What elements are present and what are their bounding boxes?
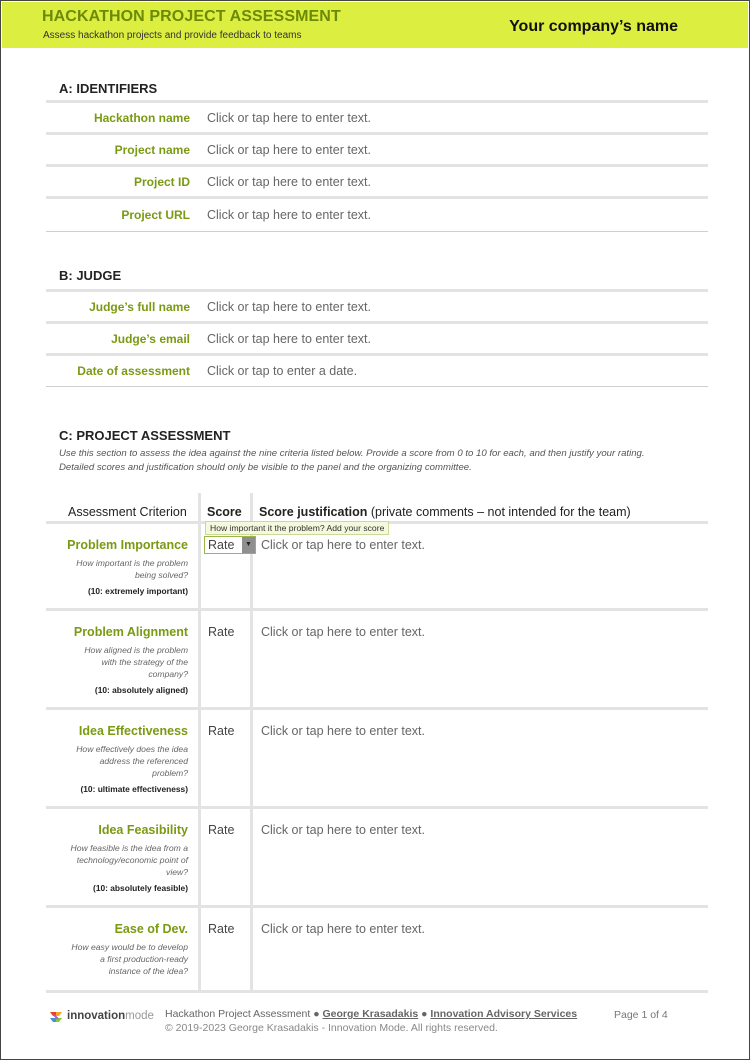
description-line: How important is the problem [76,558,188,568]
description-line: technology/economic point of [76,855,188,865]
description-line: being solved? [134,570,188,580]
column-divider-score [198,493,201,991]
field-label: Project URL [121,208,190,222]
criterion-name: Idea Effectiveness [78,724,188,738]
score-dropdown[interactable]: Rate [208,922,235,936]
logo-mark-icon [48,1009,64,1025]
score-tooltip: How important it the problem? Add your score [205,521,389,535]
criterion-name: Ease of Dev. [114,922,188,936]
company-name-field[interactable]: Your company’s name [509,18,678,35]
field-label: Date of assessment [77,364,190,378]
field-row-assessment-date [46,356,708,388]
row-divider [46,608,708,611]
field-row-hackathon-name [46,103,708,135]
description-line: How aligned is the problem [84,645,188,655]
section-a-title: A: IDENTIFIERS [59,81,158,96]
score-value: Rate [208,538,235,552]
criterion-description [48,941,188,977]
score-dropdown[interactable]: Rate [208,823,235,837]
field-row-project-name [46,135,708,167]
justification-note: (private comments – not intended for the team) [367,505,631,519]
criterion-scale: (10: absolutely aligned) [94,685,188,695]
table-bottom-rule [46,990,708,993]
criterion-scale: (10: extremely important) [87,586,188,596]
justification-title: Score justification [259,505,368,519]
footer-copyright: © 2019-2023 George Krasadakis - Innovation Mode. All rights reserved. [165,1022,498,1034]
project-name-input[interactable]: Click or tap here to enter text. [207,143,371,157]
criterion-description [48,557,188,581]
footer-author-link[interactable]: George Krasadakis [322,1008,419,1020]
column-header-justification [259,505,631,519]
project-id-input[interactable]: Click or tap here to enter text. [207,175,371,189]
criterion-scale: (10: absolutely feasible) [93,883,188,893]
assessment-date-picker[interactable]: Click or tap to enter a date. [207,364,358,378]
judge-name-input[interactable]: Click or tap here to enter text. [207,300,371,314]
description-line: view? [166,867,188,877]
document-subtitle: Assess hackathon projects and provide feedback to teams [43,30,302,41]
page-number: Page 1 of 4 [614,1009,668,1021]
field-label: Judge’s full name [89,300,190,314]
description-line: How easy would be to develop [71,942,188,952]
justification-input[interactable]: Click or tap here to enter text. [261,625,425,639]
score-dropdown[interactable]: Rate [208,724,235,738]
field-row-project-id [46,167,708,199]
description-line: address the referenced [99,756,188,766]
field-label: Project name [114,143,190,157]
section-a-bottom-rule [46,231,708,232]
judge-email-input[interactable]: Click or tap here to enter text. [207,332,371,346]
section-b-title: B: JUDGE [59,268,122,283]
footer-doc-name: Hackathon Project Assessment [165,1008,311,1020]
row-divider [46,806,708,809]
footer-bullet: ● [418,1008,431,1020]
score-dropdown[interactable] [204,536,256,554]
description-line: company? [148,669,188,679]
column-divider-justification [250,493,253,991]
field-row-project-url [46,200,708,232]
criterion-name: Problem Alignment [73,625,188,639]
footer-credits [165,1008,577,1020]
logo-text-light: mode [125,1010,154,1022]
criterion-description [48,743,188,779]
hackathon-name-input[interactable]: Click or tap here to enter text. [207,111,371,125]
section-c-intro [59,447,709,474]
criterion-scale: (10: ultimate effectiveness) [80,784,188,794]
section-b-bottom-rule [46,386,708,387]
innovation-mode-logo [48,1009,158,1025]
criterion-name: Problem Importance [67,538,188,552]
column-header-score: Score [207,505,242,519]
field-label: Judge’s email [111,332,190,346]
footer-bullet: ● [310,1008,323,1020]
chevron-down-icon[interactable]: ▼ [242,537,255,553]
description-line: with the strategy of the [101,657,188,667]
field-row-judge-email [46,324,708,356]
description-line: How effectively does the idea [76,744,188,754]
criterion-description [48,644,188,680]
footer-org-link[interactable]: Innovation Advisory Services [430,1008,578,1020]
justification-input[interactable]: Click or tap here to enter text. [261,823,425,837]
description-line: instance of the idea? [108,966,188,976]
column-header-criterion: Assessment Criterion [68,505,187,519]
description-line: How feasible is the idea from a [70,843,188,853]
logo-text-bold: innovation [67,1010,126,1022]
row-divider [46,196,708,199]
field-row-judge-name [46,292,708,324]
intro-line: Use this section to assess the idea against the nine criteria listed below. Provide a score from 0 to 10 for each, and then justify your rating. [59,448,645,459]
justification-input[interactable]: Click or tap here to enter text. [261,724,425,738]
intro-line: Detailed scores and justification should only be visible to the panel and the organizing committee. [59,461,472,473]
description-line: a first production-ready [100,954,188,964]
justification-input[interactable]: Click or tap here to enter text. [261,922,425,936]
logo-wordmark [67,1010,154,1022]
justification-input[interactable]: Click or tap here to enter text. [261,538,425,552]
header-band [2,2,748,48]
row-divider [46,905,708,908]
criterion-description [48,842,188,878]
section-c-title: C: PROJECT ASSESSMENT [59,428,231,443]
score-dropdown[interactable]: Rate [208,625,235,639]
document-title: HACKATHON PROJECT ASSESSMENT [42,8,341,25]
field-label: Project ID [133,175,190,189]
field-label: Hackathon name [93,111,190,125]
criterion-name: Idea Feasibility [98,823,188,837]
project-url-input[interactable]: Click or tap here to enter text. [207,208,371,222]
description-line: problem? [152,768,188,778]
row-divider [46,707,708,710]
